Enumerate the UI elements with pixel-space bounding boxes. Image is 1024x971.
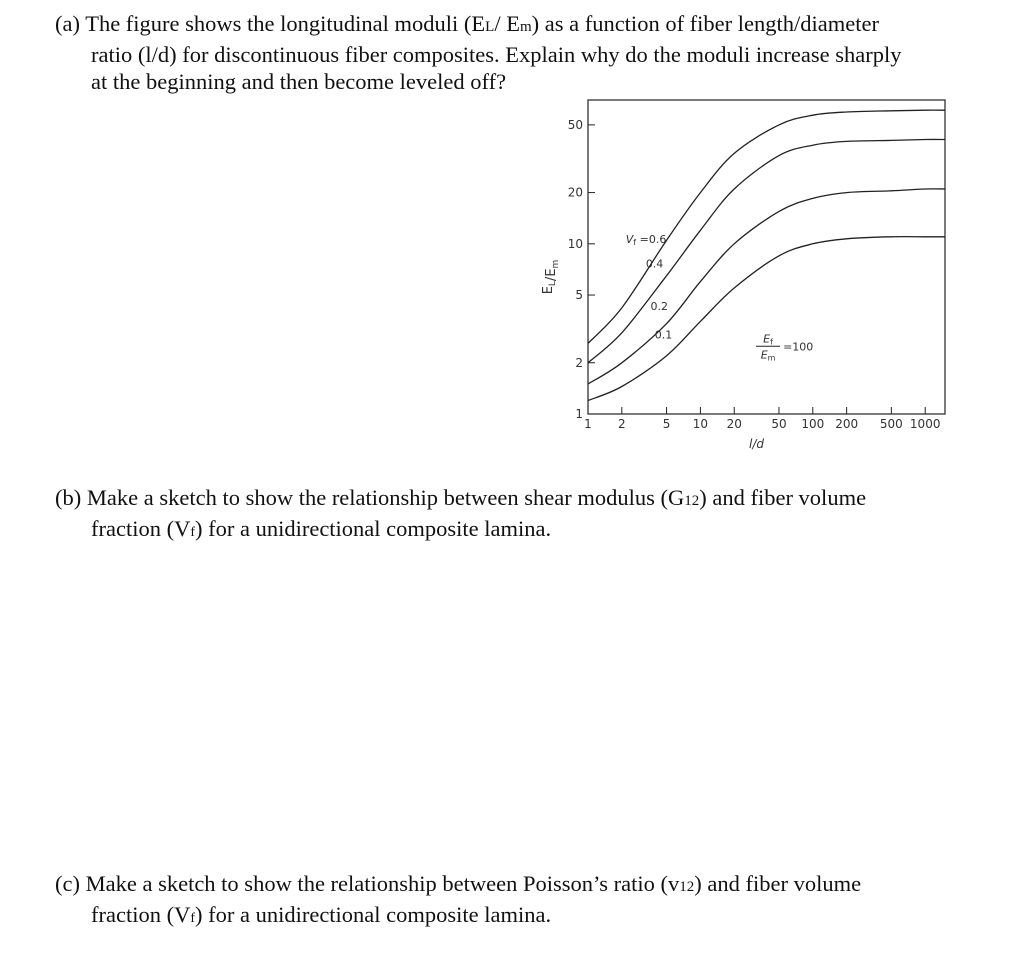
series-label-vf-0-6: Vf =0.6 xyxy=(625,233,667,248)
question-a-label: (a) xyxy=(55,11,80,36)
series-label-vf-0-2: 0.2 xyxy=(650,299,668,313)
moduli-chart-svg xyxy=(530,92,970,462)
x-tick-label: 1 xyxy=(584,417,592,431)
question-a-line2: ratio (l/d) for discontinuous fiber composites. Explain why do the moduli increase sharply xyxy=(91,42,902,67)
y-tick-label: 10 xyxy=(567,236,583,251)
series-label-vf-0-4: 0.4 xyxy=(645,257,664,271)
x-tick-label: 10 xyxy=(692,417,709,431)
y-axis-label: $E_L/E_m$ xyxy=(541,259,561,295)
question-b xyxy=(55,484,955,546)
question-c-line2: fraction (Vf) for a unidirectional composite lamina. xyxy=(91,902,552,927)
x-tick-label: 200 xyxy=(835,417,859,431)
question-a-line1: (a) The figure shows the longitudinal moduli (EL/ Em) as a function of fiber length/diameter xyxy=(55,11,879,36)
plot-frame xyxy=(588,100,945,414)
x-tick-label: 1000 xyxy=(909,417,941,431)
curve-vf-0-4 xyxy=(588,139,945,362)
question-a-line3: at the beginning and then become leveled off? xyxy=(91,69,507,94)
x-tick-label: 2 xyxy=(618,417,626,431)
x-axis-label: l/d xyxy=(749,437,764,451)
question-c-label: (c) xyxy=(55,871,80,896)
question-b-line2: fraction (Vf) for a unidirectional composite lamina. xyxy=(91,516,552,541)
annotation-numerator: Ef xyxy=(763,332,773,347)
annotation-denominator: Em xyxy=(760,348,776,363)
y-tick-label: 5 xyxy=(575,288,583,303)
question-c-line1: (c) Make a sketch to show the relationship between Poisson’s ratio (v12) and fiber volume xyxy=(55,871,862,896)
x-tick-label: 20 xyxy=(726,417,742,431)
x-tick-label: 50 xyxy=(771,417,787,431)
x-tick-label: 5 xyxy=(662,417,671,431)
moduli-chart xyxy=(530,92,970,462)
y-tick-label: 20 xyxy=(567,185,583,200)
y-tick-label: 2 xyxy=(575,355,583,370)
x-tick-label: 100 xyxy=(801,417,825,431)
y-tick-label: 1 xyxy=(575,407,583,421)
x-tick-label: 500 xyxy=(879,417,903,431)
question-c xyxy=(55,870,955,932)
curve-vf-0-1 xyxy=(588,237,945,401)
question-b-label: (b) xyxy=(55,485,82,510)
y-tick-label: 50 xyxy=(567,117,583,132)
question-b-line1: (b) Make a sketch to show the relationship between shear modulus (G12) and fiber volume xyxy=(55,485,867,510)
series-label-vf-0-1: 0.1 xyxy=(654,328,673,342)
question-a xyxy=(55,10,955,95)
annotation-value: =100 xyxy=(783,340,814,354)
